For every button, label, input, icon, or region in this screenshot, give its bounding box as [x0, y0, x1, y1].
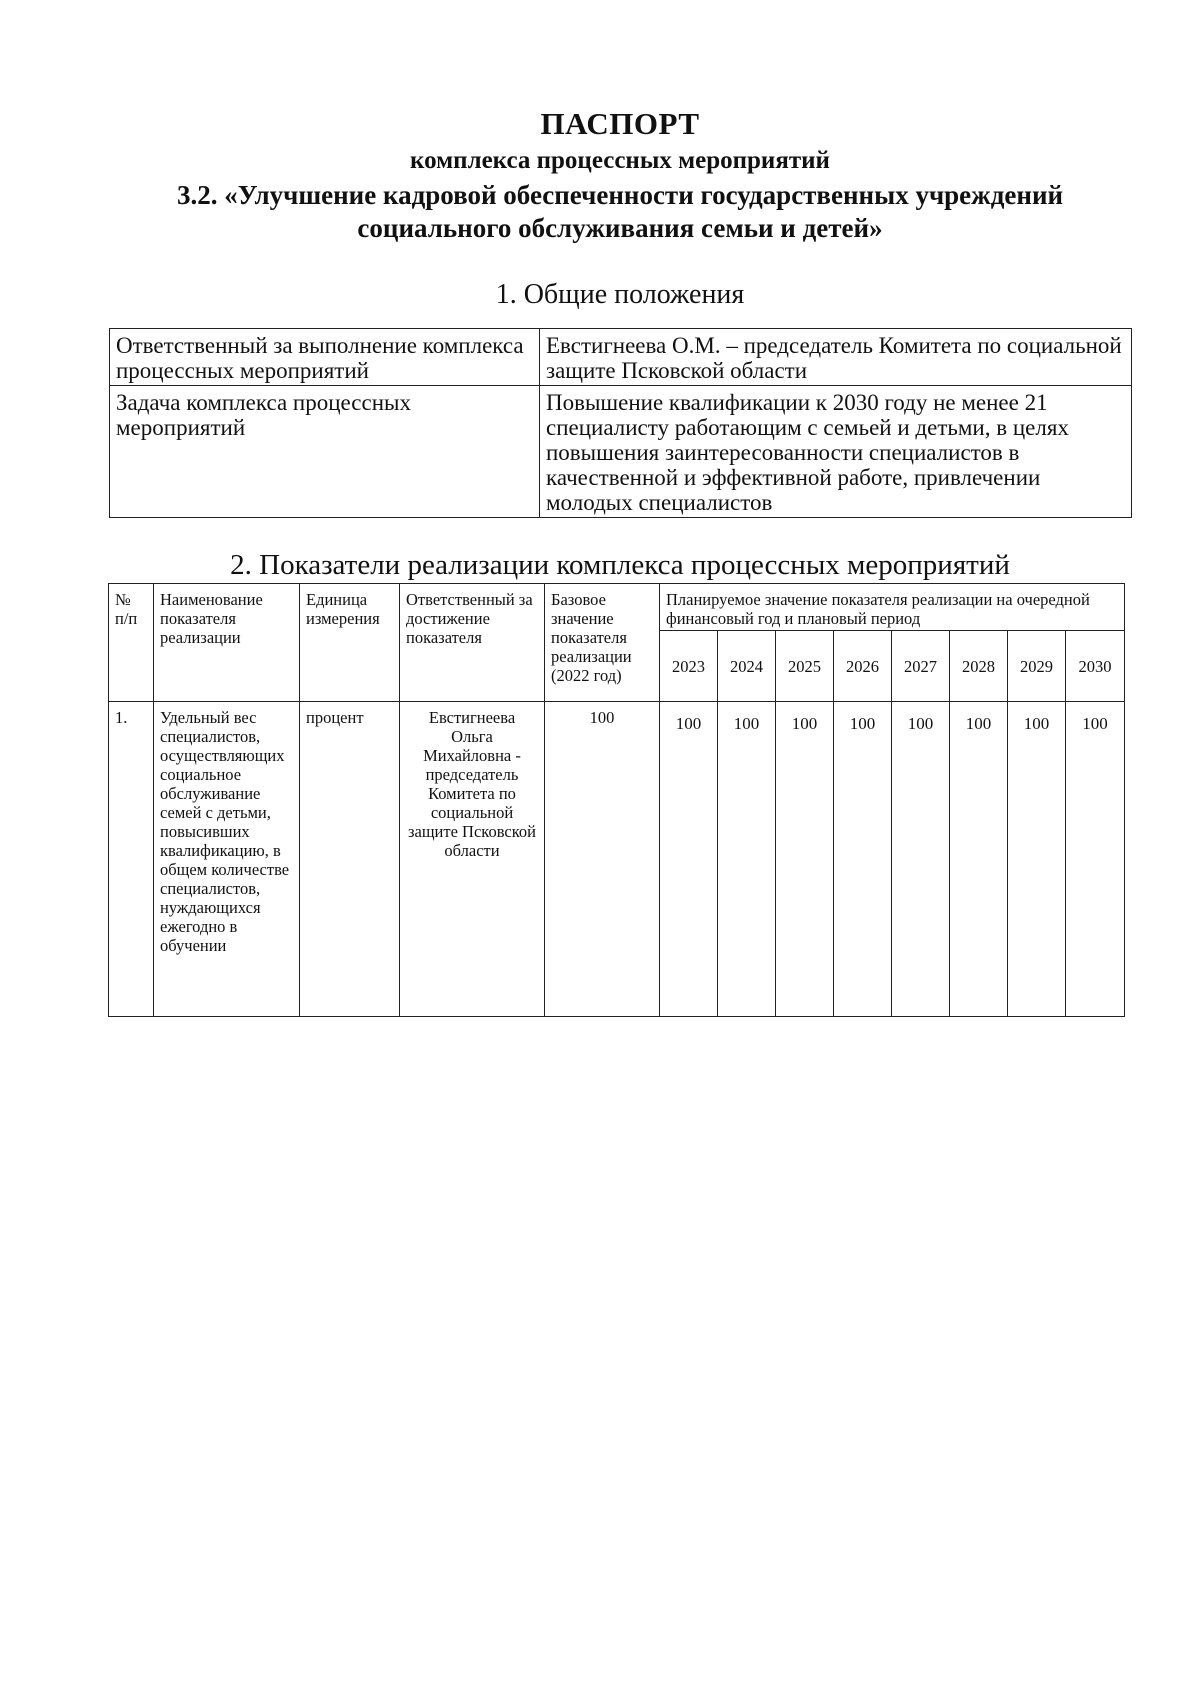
responsible-label: Ответственный за выполнение комплекса процессных мероприятий [110, 329, 540, 386]
table-row [110, 386, 1132, 518]
header-year: 2027 [892, 631, 950, 702]
header-year: 2028 [950, 631, 1008, 702]
section-1-heading: 1. Общие положения [495, 279, 745, 310]
table-row [109, 702, 1125, 1017]
header-year: 2023 [660, 631, 718, 702]
header-name: Наименование показателя реализации [154, 584, 300, 702]
row-value: 100 [776, 702, 834, 1017]
header-responsible: Ответственный за достижение показателя [400, 584, 545, 702]
header-year: 2024 [718, 631, 776, 702]
document-subtitle: комплекса процессных мероприятий [410, 147, 830, 174]
row-base: 100 [545, 702, 660, 1017]
header-base: Базовое значение показателя реализации (2022 год) [545, 584, 660, 702]
document-subject-line-2: социального обслуживания семьи и детей» [357, 213, 883, 243]
document-title: ПАСПОРТ [540, 106, 700, 141]
header-year: 2026 [834, 631, 892, 702]
task-label: Задача комплекса процессных мероприятий [110, 386, 540, 518]
header-year: 2025 [776, 631, 834, 702]
header-year: 2029 [1008, 631, 1066, 702]
table-row [110, 329, 1132, 386]
task-value: Повышение квалификации к 2030 году не менее 21 специалисту работающим с семьей и детьми, в целях повышения заинтересованности специалистов в качественной и эффективной работе, привлечении молодых специалистов [540, 386, 1132, 518]
row-num: 1. [109, 702, 154, 1017]
general-provisions-table [109, 328, 1132, 518]
row-value: 100 [834, 702, 892, 1017]
document-subject-line-1: 3.2. «Улучшение кадровой обеспеченности государственных учреждений [176, 180, 1064, 210]
table-header-row [109, 584, 1125, 631]
header-unit: Единица измерения [300, 584, 400, 702]
row-value: 100 [660, 702, 718, 1017]
row-responsible: Евстигнеева Ольга Михайловна - председатель Комитета по социальной защите Псковской области [400, 702, 545, 1017]
row-name: Удельный вес специалистов, осуществляющих социальное обслуживание семей с детьми, повысивших квалификацию, в общем количестве специалистов, нуждающихся ежегодно в обучении [154, 702, 300, 1017]
indicators-table [108, 583, 1125, 1017]
section-2-heading: 2. Показатели реализации комплекса процессных мероприятий [230, 549, 1010, 581]
header-planned: Планируемое значение показателя реализации на очередной финансовый год и плановый период [660, 584, 1125, 631]
row-value: 100 [718, 702, 776, 1017]
row-value: 100 [892, 702, 950, 1017]
header-year: 2030 [1066, 631, 1125, 702]
row-value: 100 [1066, 702, 1125, 1017]
responsible-value: Евстигнеева О.М. – председатель Комитета по социальной защите Псковской области [540, 329, 1132, 386]
row-value: 100 [1008, 702, 1066, 1017]
header-num: № п/п [109, 584, 154, 702]
row-unit: процент [300, 702, 400, 1017]
row-value: 100 [950, 702, 1008, 1017]
